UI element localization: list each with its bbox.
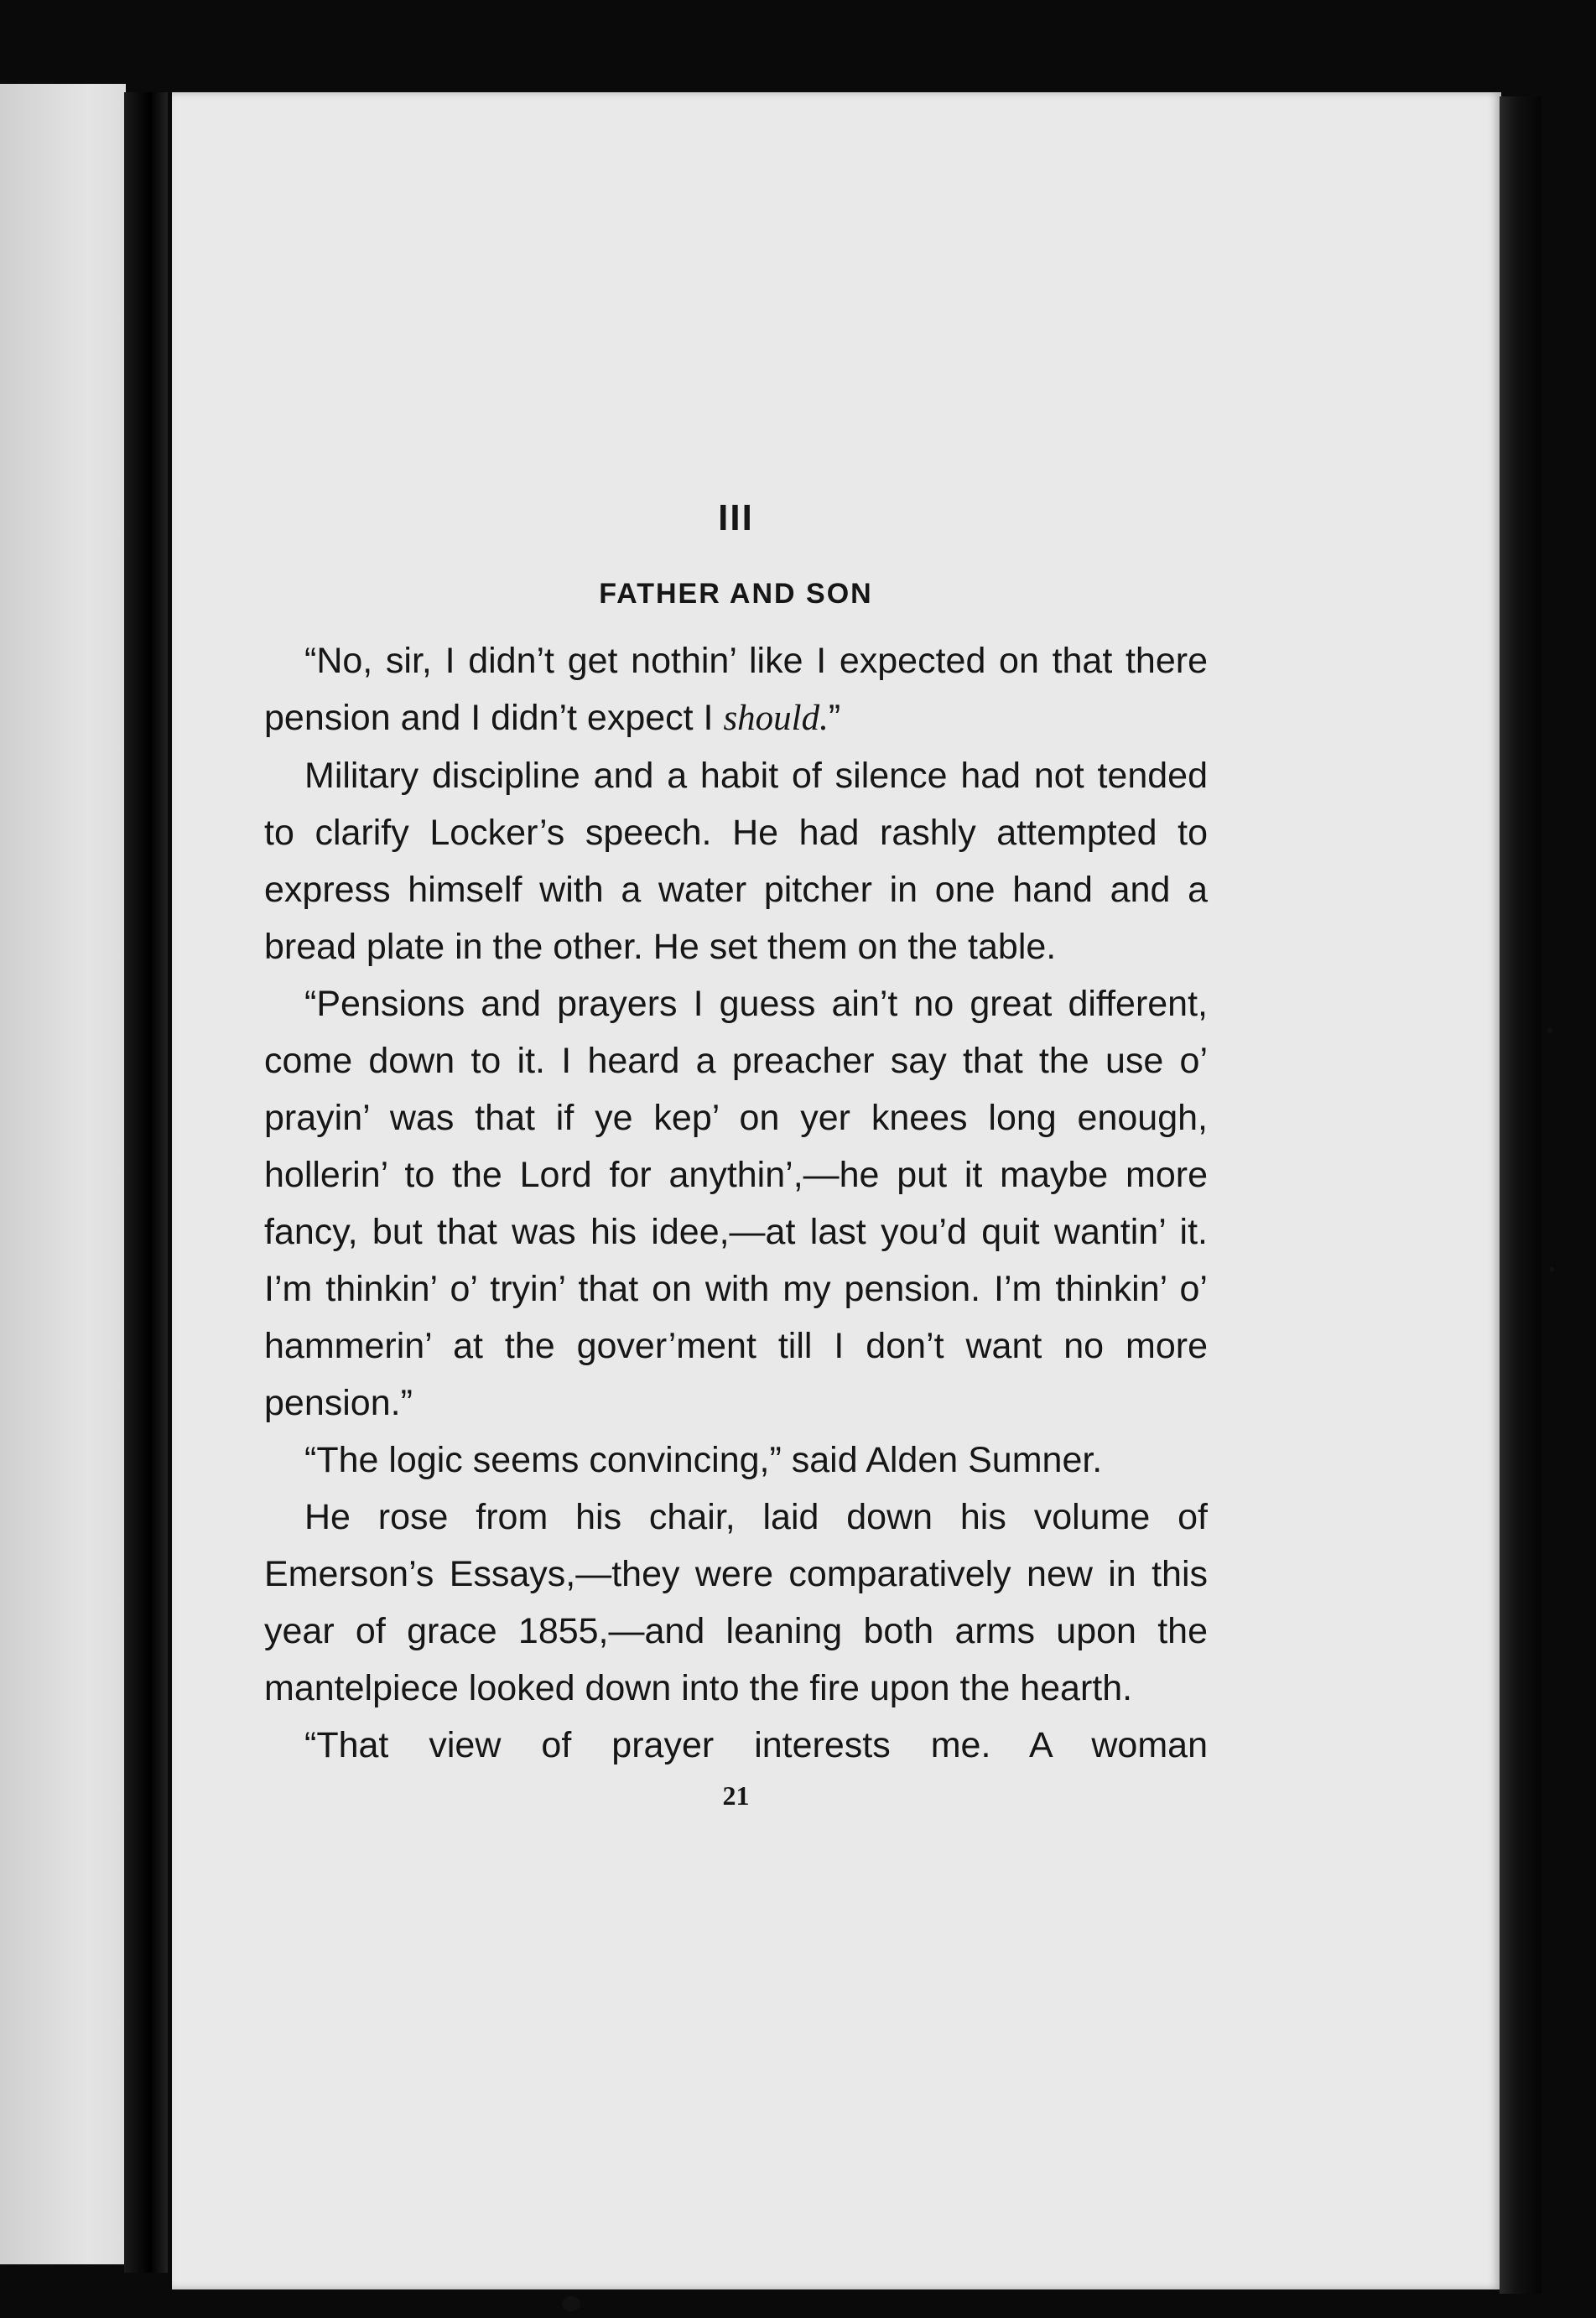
paragraph-text: He rose from his chair, laid down his volume of Emerson’s Essays,—they were comparatively new in this year of grace 1855,—and leaning both arms upon the mantelpiece looked down into the fire upon the hearth. <box>264 1497 1208 1708</box>
facing-page-edge <box>0 84 126 2264</box>
paragraph-text: “The logic seems convincing,” said Alden Sumner. <box>304 1440 1103 1480</box>
scan-speck <box>1547 1027 1552 1034</box>
emphasized-word: should. <box>723 699 829 738</box>
scan-speck <box>562 2296 580 2311</box>
page-number: 21 <box>722 1780 750 1811</box>
paragraph-text-end: ” <box>828 698 841 738</box>
paragraph <box>264 975 1208 1432</box>
page-fore-edge <box>1500 96 1541 2294</box>
paragraph <box>264 1489 1208 1717</box>
book-gutter <box>124 92 168 2273</box>
paragraph-text: “Pensions and prayers I guess ain’t no great different, come down to it. I heard a preacher say that the use o’ prayin’ was that if ye kep’ on yer knees long enough, hollerin’ to the Lord for anythin’,—he put it maybe more fancy, but that was his idee,—at last you’d quit wantin’ it. I’m thinkin’ o’ tryin’ that on with my pension. I’m thinkin’ o’ hammerin’ at the gover’ment till I don’t want no more pension.” <box>264 984 1208 1423</box>
paragraph-text: Military discipline and a habit of silence had not tended to clarify Locker’s speech. He had rashly attempted to express himself with a water pitcher in one hand and a bread plate in the other. He set them on the table. <box>264 756 1208 967</box>
chapter-title: FATHER AND SON <box>599 578 873 610</box>
paragraph <box>264 632 1208 747</box>
chapter-number: III <box>718 497 754 538</box>
paragraph-text: “No, sir, I didn’t get nothin’ like I expected on that there pension and I didn’t expect I <box>264 641 1208 738</box>
scan-speck <box>1550 1266 1554 1272</box>
page-text <box>264 495 1208 1812</box>
paragraph-text: “That view of prayer interests me. A woman <box>304 1725 1208 1765</box>
paragraph <box>264 1717 1208 1774</box>
paragraph <box>264 1432 1208 1489</box>
paragraph <box>264 747 1208 975</box>
